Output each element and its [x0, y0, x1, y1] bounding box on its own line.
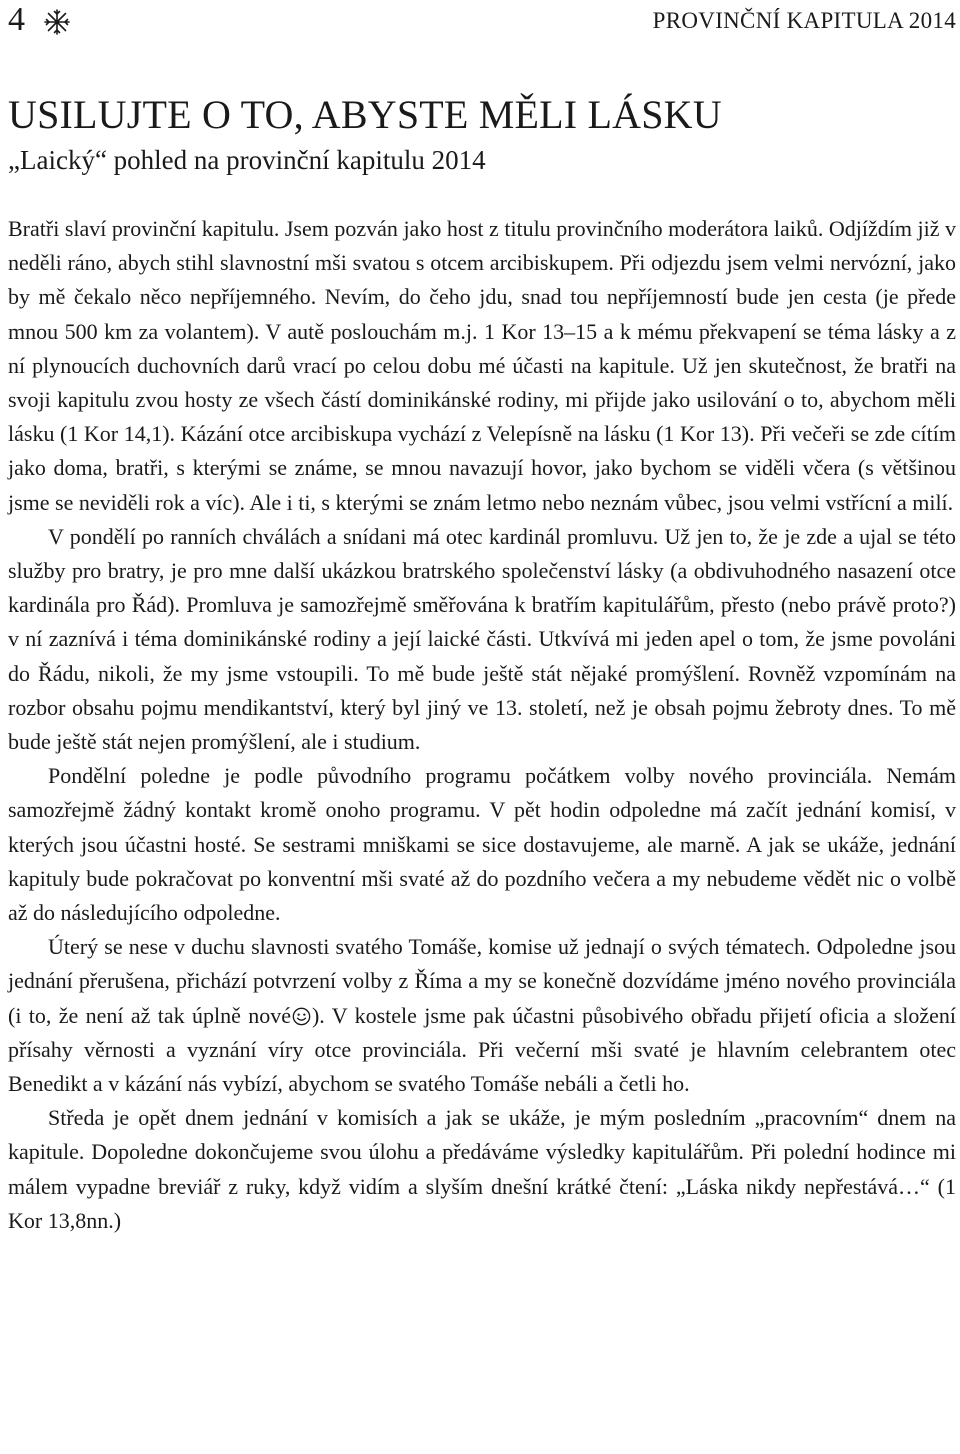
paragraph-text: ). V kostele jsme pak účastni působivého obřadu přijetí oficia a složení přísahy věrnosti a vyznání víry otce provinciála. Při večerní mši svaté je hlavním celebrantem otec Benedikt a v kázání nás vybízí, abychom se svatého Tomáše nebáli a četli ho. [8, 1002, 956, 1097]
paragraph: Bratři slaví provinční kapitulu. Jsem pozván jako host z titulu provinčního moderátora laiků. Odjíždím již v neděli ráno, abych stihl slavnostní mši svatou s otcem arcibiskupem. Při odjezdu jsem velmi nervózní, jako by mě čekalo něco nepříjemného. Nevím, do čeho jdu, snad tou nepříjemností bude jen cesta (je přede mnou 500 km za volantem). V autě poslouchám m.j. 1 Kor 13–15 a k mému překvapení se téma lásky a z ní plynoucích duchovních darů vrací po celou dobu mé účasti na kapitule. Už jen skutečnost, že bratři na svoji kapitulu zvou hosty ze všech částí dominikánské rodiny, mi přijde jako usilování o to, abychom měli lásku (1 Kor 14,1). Kázání otce arcibiskupa vychází z Velepísně na lásku (1 Kor 13). Při večeři se zde cítím jako doma, bratři, s kterými se známe, se mnou navazují hovor, jako bychom se viděli včera (s většinou jsme se neviděli rok a víc). Ale i ti, s kterými se znám letmo nebo neznám vůbec, jsou velmi vstřícní a milí. [8, 216, 956, 515]
paragraph-text: Úterý se nese v duchu slavnosti svatého Tomáše, komise už jednají o svých tématech. Odpoledne jsou jednání přerušena, přichází potvrzení volby z Říma a my se konečně dozvídáme jméno nového provinciála (i to, že není až tak úplně nové [8, 934, 956, 1028]
paragraph: Pondělní poledne je podle původního programu počátkem volby nového provinciála. Nemám samozřejmě žádný kontakt kromě onoho programu. V pět hodin odpoledne má začít jednání komisí, v kterých jsou účastni hosté. Se sestrami mniškami se sice dostavujeme, ale marně. A jak se ukáže, jednání kapituly bude pokračovat po konventní mši svaté až do pozdního večera a my nebudeme vědět nic o volbě až do následujícího odpoledne. [8, 763, 956, 926]
page-header [8, 0, 956, 60]
paragraph: Středa je opět dnem jednání v komisích a jak se ukáže, je mým posledním „pracovním“ dnem na kapitule. Dopoledne dokončujeme svou úlohu a předáváme výsledky kapitulářům. Při polední hodince mi málem vypadne breviář z ruky, když vidím a slyším dnešní krátké čtení: „Láska nikdy nepřestává…“ (1 Kor 13,8nn.) [8, 1105, 956, 1233]
article-title: USILUJTE O TO, ABYSTE MĚLI LÁSKU [8, 92, 722, 137]
page-number: 4 [8, 1, 25, 38]
document-page [8, 0, 956, 1233]
paragraph: V pondělí po ranních chválách a snídani má otec kardinál promluvu. Už jen to, že je zde a ujal se této služby pro bratry, je pro mne další ukázkou bratrského společenství lásky (a obdivuhodného nasazení otce kardinála pro Řád). Promluva je samozřejmě směřována k bratřím kapitulářům, přesto (nebo právě proto?) v ní zaznívá i téma dominikánské rodiny a její laické části. Utkvívá mi jeden apel o tom, že jsme povoláni do Řádu, nikoli, že my jsme vstoupili. To mě bude ještě stát nějaké promýšlení. Rovněž vzpomínám na rozbor obsahu pojmu mendikantství, který byl jiný ve 13. století, než je obsah pojmu žebroty dnes. To mě bude ještě stát nejen promýšlení, ale i studium. [8, 523, 956, 755]
smiley-face-icon [292, 1007, 311, 1026]
article-subtitle: „Laický“ pohled na provinční kapitulu 2014 [8, 145, 486, 175]
snowflake-asterisk-icon [44, 9, 70, 35]
article-body [8, 212, 956, 1238]
running-title: PROVINČNÍ KAPITULA 2014 [652, 8, 956, 33]
paragraph [8, 930, 956, 1101]
